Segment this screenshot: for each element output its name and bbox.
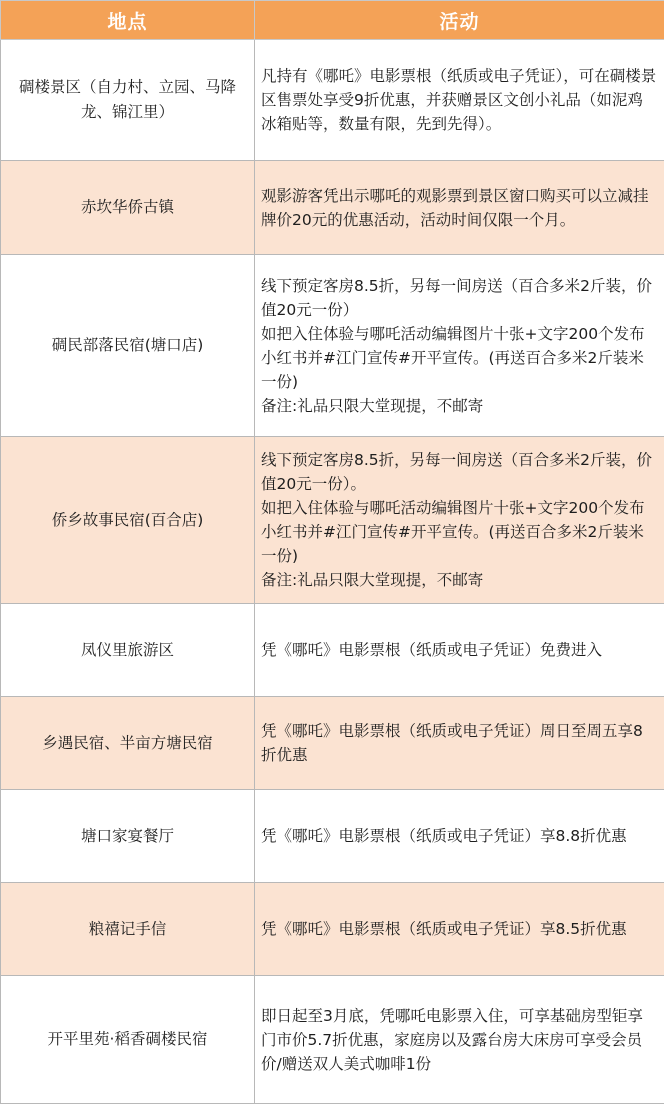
activity-text: 凭《哪吒》电影票根（纸质或电子凭证）享8.8折优惠 [261, 827, 627, 845]
activity-text: 备注:礼品只限大堂现提，不邮寄 [261, 571, 484, 589]
activity-text: 凭《哪吒》电影票根（纸质或电子凭证）享8.5折优惠 [261, 920, 627, 938]
location-cell: 开平里苑·稻香碉楼民宿 [1, 976, 255, 1104]
activity-cell [255, 697, 664, 790]
activity-cell [255, 40, 664, 161]
activity-cell [255, 161, 664, 255]
activity-text: 线下预定客房8.5折，另每一间房送（百合多米2斤装，价值20元一份） [261, 276, 653, 319]
activity-text: 如把入住体验与哪吒活动编辑图片十张+文字200个发布小红书并#江门宣传#开平宣传。(再送百合多米2斤装米一份) [261, 324, 645, 391]
activity-cell [255, 976, 664, 1104]
table-row [1, 697, 664, 790]
location-cell: 侨乡故事民宿(百合店) [1, 437, 255, 604]
activity-cell [255, 790, 664, 883]
location-cell: 凤仪里旅游区 [1, 604, 255, 697]
activity-cell [255, 437, 664, 604]
location-cell: 粮禧记手信 [1, 883, 255, 976]
activity-text: 凭《哪吒》电影票根（纸质或电子凭证）周日至周五享8折优惠 [261, 722, 643, 764]
location-cell: 碉楼景区（自力村、立园、马降龙、锦江里） [1, 40, 255, 161]
activity-text: 备注:礼品只限大堂现提，不邮寄 [261, 396, 484, 415]
location-cell: 乡遇民宿、半亩方塘民宿 [1, 697, 255, 790]
activity-cell [255, 883, 664, 976]
header-activity: 活动 [255, 1, 664, 40]
table-row [1, 161, 664, 255]
table-row [1, 790, 664, 883]
activity-text: 观影游客凭出示哪吒的观影票到景区窗口购买可以立减挂牌价20元的优惠活动，活动时间仅限一个月。 [261, 186, 649, 229]
activity-text: 如把入住体验与哪吒活动编辑图片十张+文字200个发布小红书并#江门宣传#开平宣传。(再送百合多米2斤装米一份) [261, 499, 645, 565]
activity-cell [255, 255, 664, 437]
table-row [1, 40, 664, 161]
table-row [1, 976, 664, 1104]
table-row [1, 437, 664, 604]
activity-text: 即日起至3月底，凭哪吒电影票入住，可享基础房型钜享门市价5.7折优惠，家庭房以及露台房大床房可享受会员价/赠送双人美式咖啡1份 [261, 1006, 643, 1073]
location-cell: 赤坎华侨古镇 [1, 161, 255, 255]
location-cell: 塘口家宴餐厅 [1, 790, 255, 883]
location-cell: 碉民部落民宿(塘口店) [1, 255, 255, 437]
table-row [1, 255, 664, 437]
activity-text: 凭《哪吒》电影票根（纸质或电子凭证）免费进入 [261, 641, 603, 659]
activity-cell [255, 604, 664, 697]
activity-text: 线下预定客房8.5折，另每一间房送（百合多米2斤装，价值20元一份）。 [261, 451, 653, 493]
table-row [1, 883, 664, 976]
header-location: 地点 [1, 1, 255, 40]
table-row [1, 604, 664, 697]
table-header-row [1, 1, 664, 40]
activity-text: 凡持有《哪吒》电影票根（纸质或电子凭证），可在碉楼景区售票处享受9折优惠，并获赠景区文创小礼品（如泥鸡冰箱贴等，数量有限，先到先得）。 [261, 67, 657, 133]
